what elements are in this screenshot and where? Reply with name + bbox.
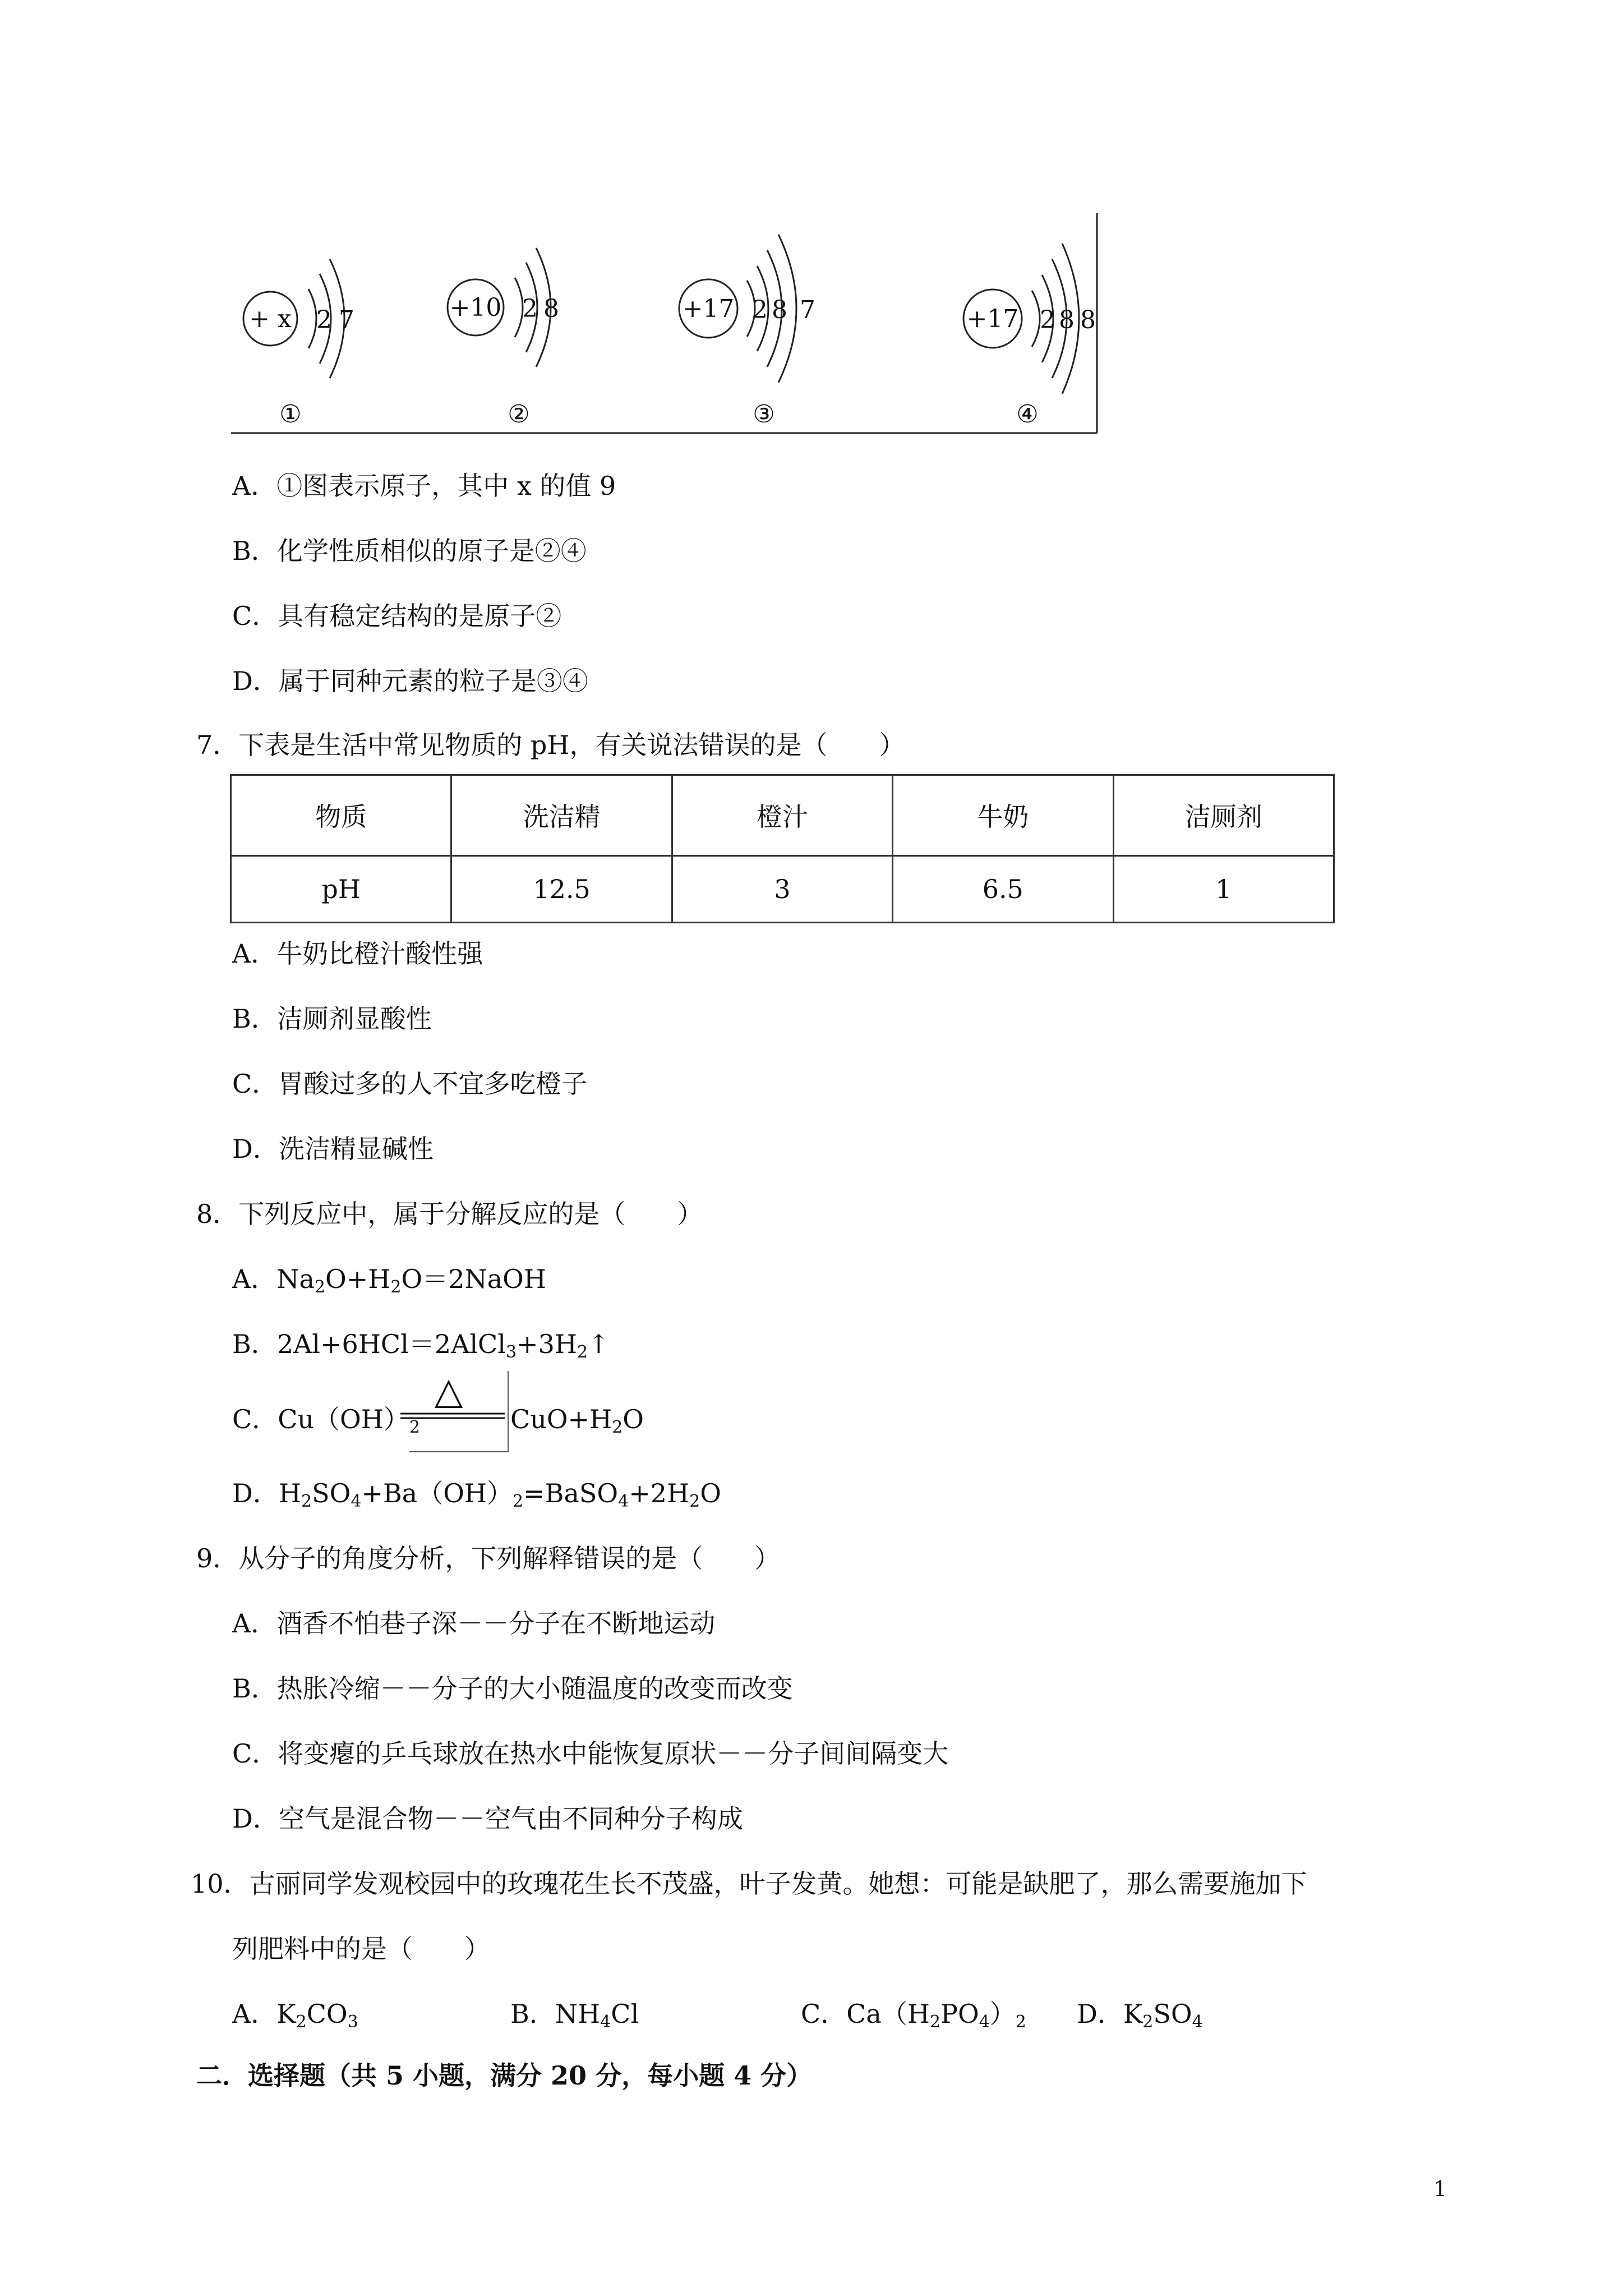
shell-count-4-3: 8 [1080,306,1096,334]
atomic-structure-figure [224,208,1105,443]
shell-count-3-2: 8 [772,296,787,324]
q10-option-b: B．$NH_4Cl$ [510,1999,639,2032]
nucleus-label-2: +10 [449,293,502,322]
q9-stem: 9．从分子的角度分析，下列解释错误的是（ ） [196,1543,781,1573]
heat-triangle-icon: △ [434,1369,463,1412]
q7-option-b: B．洁厕剂显酸性 [232,1004,432,1034]
shell-count-4-1: 2 [1040,306,1055,334]
q6-option-b: B．化学性质相似的原子是②④ [232,536,587,566]
page-number: 1 [1433,2177,1447,2201]
q9-option-d: D．空气是混合物－－空气由不同种分子构成 [232,1803,743,1834]
q9-option-b: B．热胀冷缩－－分子的大小随温度的改变而改变 [232,1673,793,1704]
q6-option-d: D．属于同种元素的粒子是③④ [232,666,588,696]
table-header-cell: 橙汁 [672,775,892,856]
diagram-label-1: ① [279,400,302,429]
table-header-cell: 洁厕剂 [1113,775,1334,856]
q7-option-a: A．牛奶比橙汁酸性强 [232,938,483,969]
table-cell: pH [231,855,451,922]
shell-count-1-2: 7 [339,306,354,334]
table-row [231,855,1334,922]
ph-table [230,774,1335,923]
q10-option-d: D．$K_2SO_4$ [1077,1999,1203,2032]
q10-stem-line-2: 列肥料中的是（ ） [232,1934,490,1964]
q7-stem: 7．下表是生活中常见物质的 pH，有关说法错误的是（ ） [196,730,905,760]
table-header-cell: 洗洁精 [451,775,672,856]
q10-stem-line-1: 10．古丽同学发观校园中的玫瑰花生长不茂盛，叶子发黄。她想：可能是缺肥了，那么需要施加下 [191,1869,1307,1899]
shell-count-3-1: 2 [752,296,768,324]
section-2-heading: 二．选择题（共 5 小题，满分 20 分，每小题 4 分） [196,2060,813,2091]
q8-option-a: A．$Na_2O+H_2O=2NaOH$ [232,1264,546,1297]
q7-option-c: C．胃酸过多的人不宜多吃橙子 [232,1069,588,1099]
nucleus-label-1: + x [249,305,292,333]
q8-option-d: D．$H_2SO_4+Ba(OH)_2=BaSO_4+2H_2O$ [232,1478,721,1511]
diagram-label-4: ④ [1016,400,1039,429]
table-cell: 3 [672,855,892,922]
shell-count-2-2: 8 [543,295,559,323]
shell-count-3-3: 7 [800,296,815,324]
q8-option-c-right: $CuO+H_2O$ [510,1404,644,1437]
q8-option-b: B．$2Al+6HCl=2AlCl_3+3H_2↑$ [232,1329,610,1362]
q8-stem: 8．下列反应中，属于分解反应的是（ ） [196,1199,703,1229]
nucleus-label-3: +17 [682,295,735,323]
q7-option-d: D．洗洁精显碱性 [232,1134,434,1164]
q10-option-c: C．$Ca(H_2PO_4)_2$ [801,1999,1026,2032]
nucleus-label-4: +17 [966,305,1019,333]
heating-condition-sign [393,1369,516,1458]
q9-option-a: A．酒香不怕巷子深－－分子在不断地运动 [232,1608,716,1639]
diagram-label-2: ② [508,400,530,429]
table-cell: 6.5 [893,855,1113,922]
table-header-cell: 牛奶 [893,775,1113,856]
q6-option-a: A．①图表示原子，其中 x 的值 9 [232,471,616,501]
q8-option-c-left: C．$Cu(OH)_2$ [232,1404,420,1437]
shell-count-2-1: 2 [522,295,538,323]
table-cell: 12.5 [451,855,672,922]
q10-option-a: A．$K_2CO_3$ [232,1999,358,2032]
q9-option-c: C．将变瘪的乒乓球放在热水中能恢复原状－－分子间间隔变大 [232,1738,949,1769]
table-row [231,775,1334,856]
q6-option-c: C．具有稳定结构的是原子② [232,601,562,631]
shell-count-1-1: 2 [316,306,332,334]
table-header-cell: 物质 [231,775,451,856]
diagram-label-3: ③ [753,400,775,429]
shell-count-4-2: 8 [1059,306,1075,334]
table-cell: 1 [1113,855,1334,922]
